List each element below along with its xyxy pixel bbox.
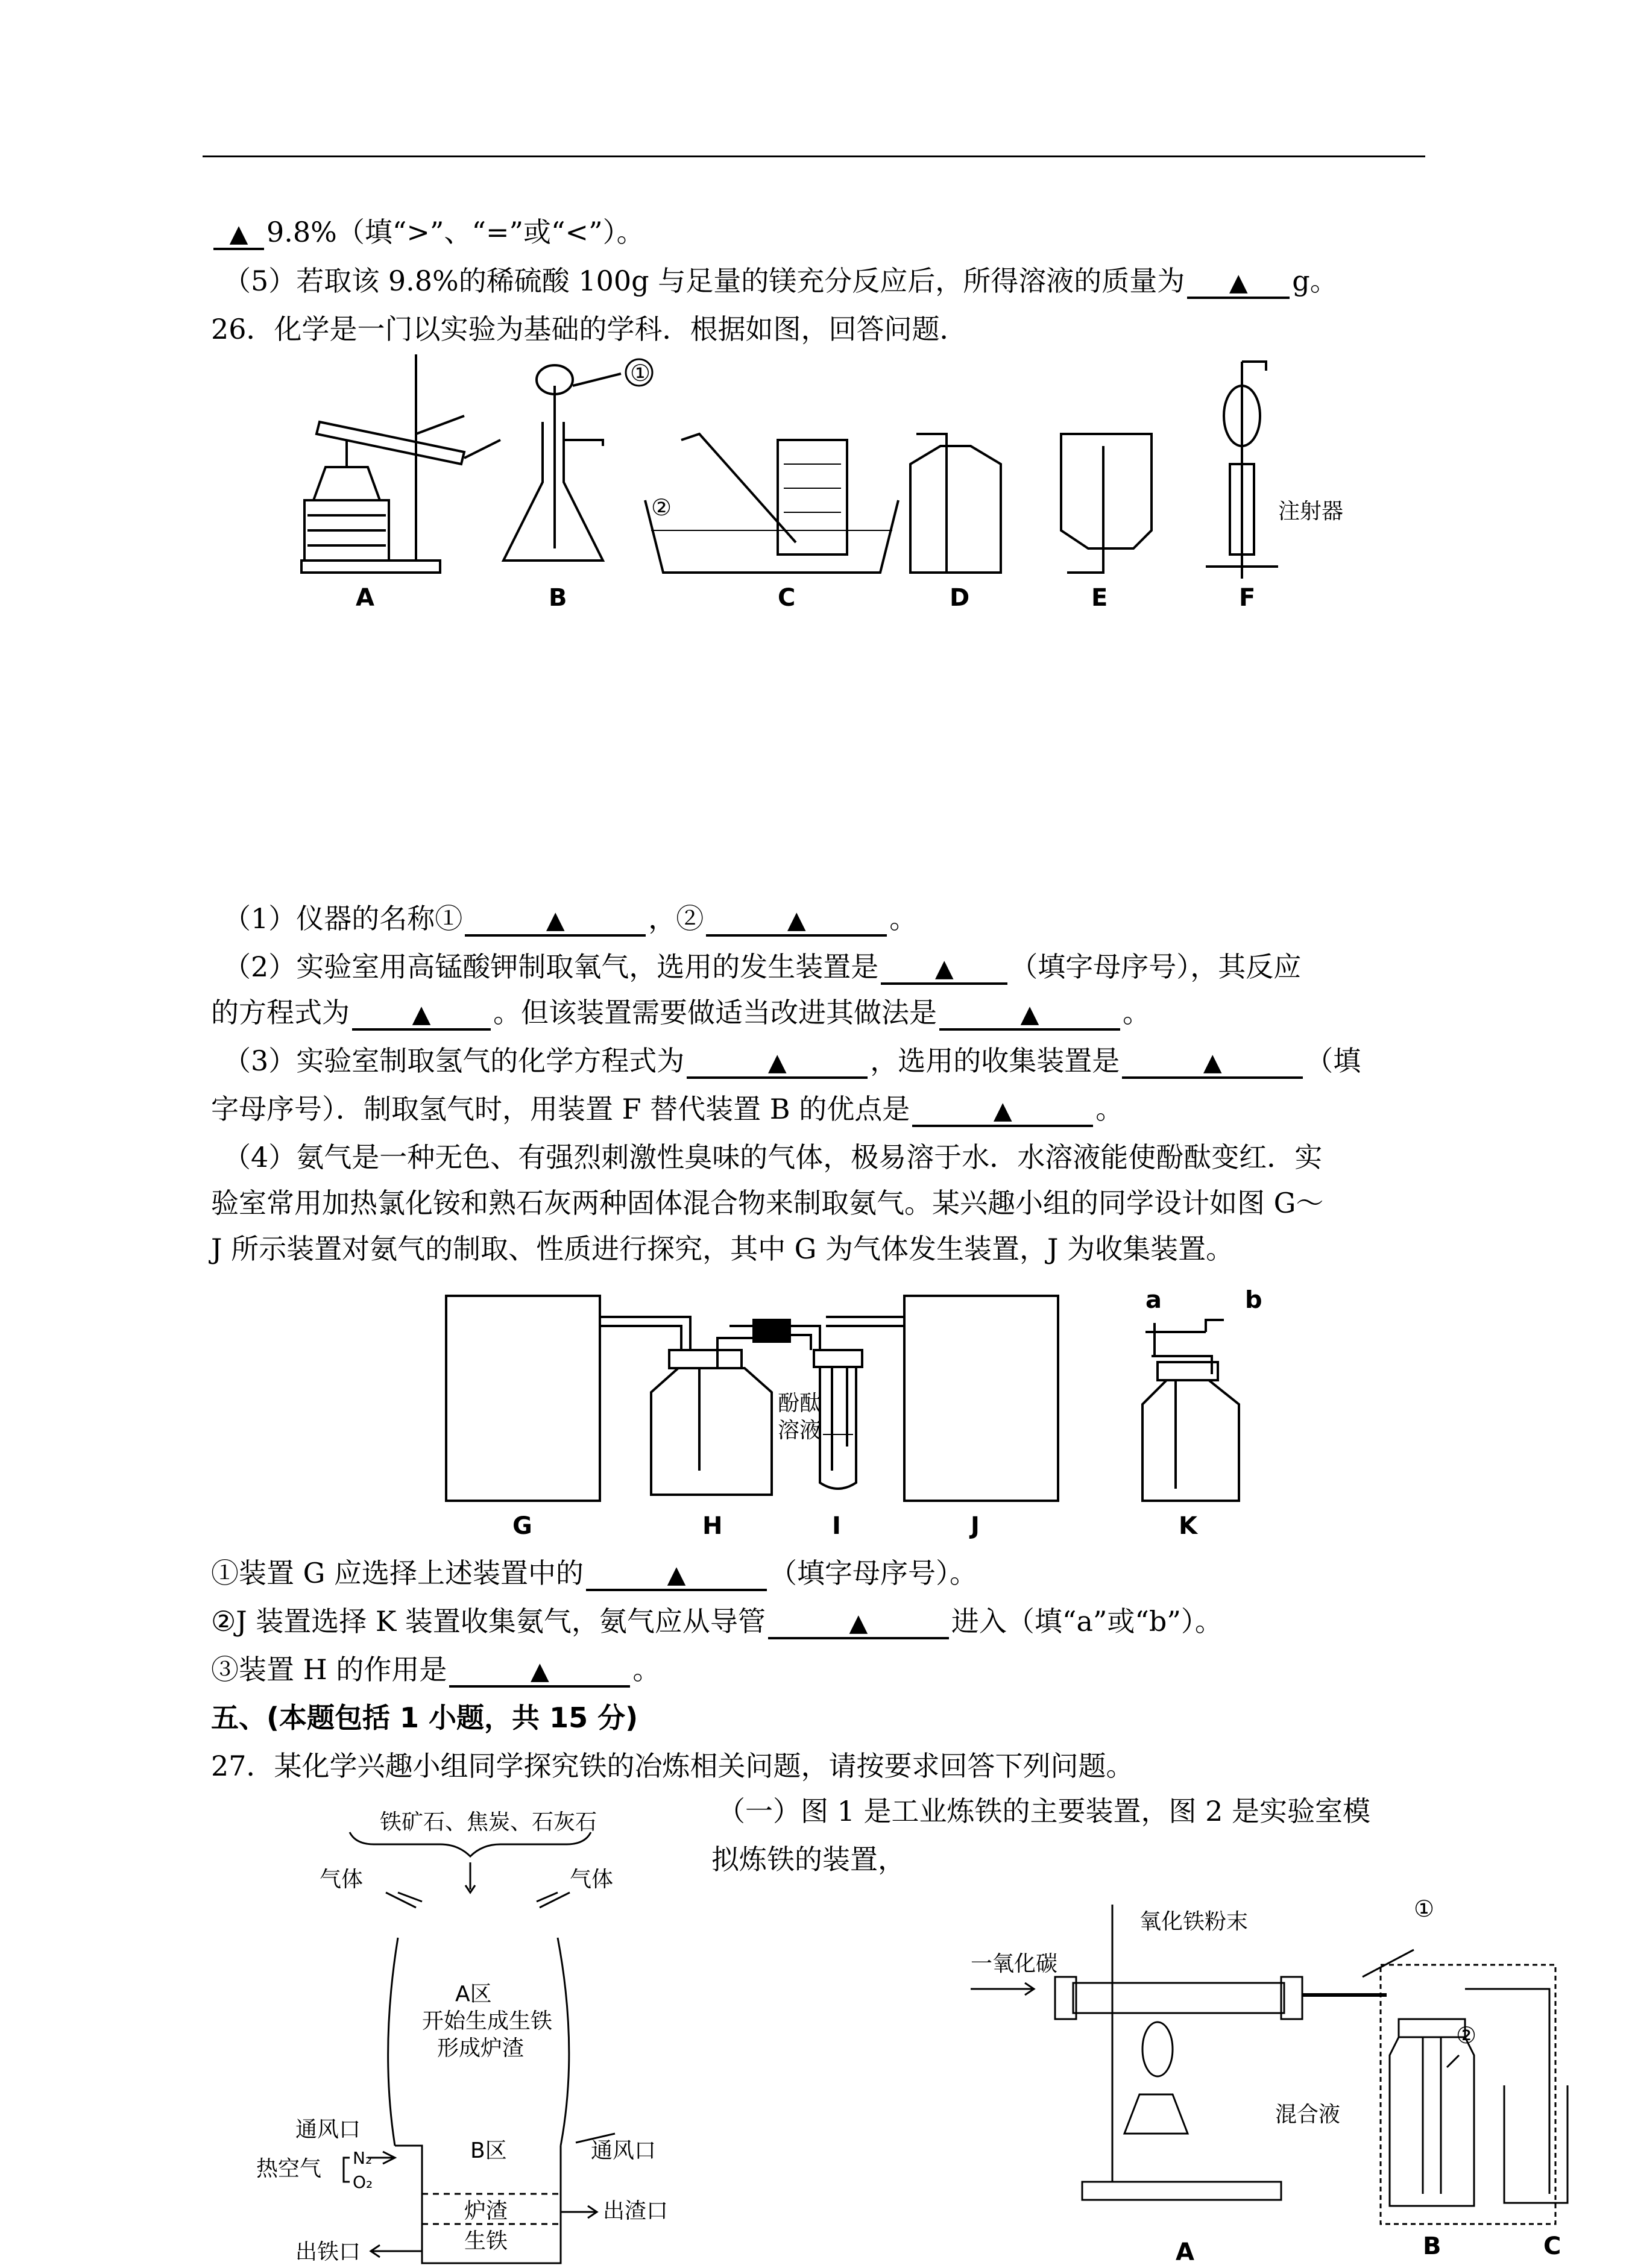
answer-blank[interactable]: ▲ bbox=[1187, 265, 1290, 299]
svg-text:B: B bbox=[549, 584, 567, 612]
svg-text:通风口: 通风口 bbox=[591, 2138, 657, 2163]
q26-sub2: ②J 装置选择 K 装置收集氨气，氨气应从导管 ▲ 进入（填“a”或“b”）。 bbox=[211, 1603, 1223, 1639]
furnace-wall-left bbox=[388, 1938, 398, 2146]
svg-text:N₂: N₂ bbox=[353, 2148, 373, 2168]
box-g bbox=[446, 1296, 600, 1501]
test-tube-i bbox=[820, 1367, 856, 1489]
figure-lab-iron bbox=[965, 1893, 1628, 2266]
svg-text:②: ② bbox=[651, 494, 672, 521]
bottle-e bbox=[1061, 434, 1152, 548]
svg-text:B区: B区 bbox=[470, 2138, 507, 2163]
svg-text:溶液: 溶液 bbox=[778, 1418, 822, 1443]
svg-text:D: D bbox=[950, 584, 970, 612]
answer-blank[interactable]: ▲ bbox=[213, 216, 264, 250]
svg-text:G: G bbox=[512, 1512, 532, 1540]
svg-text:F: F bbox=[1239, 584, 1256, 612]
svg-text:B: B bbox=[1423, 2232, 1442, 2260]
svg-text:出渣口: 出渣口 bbox=[603, 2199, 669, 2223]
answer-blank[interactable]: ▲ bbox=[706, 903, 887, 937]
svg-text:酚酞: 酚酞 bbox=[778, 1391, 822, 1416]
answer-blank[interactable]: ▲ bbox=[687, 1045, 868, 1079]
svg-text:铁矿石、焦炭、石灰石: 铁矿石、焦炭、石灰石 bbox=[380, 1810, 597, 1835]
alcohol-lamp bbox=[314, 467, 380, 500]
svg-text:通风口: 通风口 bbox=[295, 2117, 361, 2142]
svg-text:氧化铁粉末: 氧化铁粉末 bbox=[1139, 1909, 1249, 1934]
q26-part4-line2: 验室常用加热氯化铵和熟石灰两种固体混合物来制取氨气。某兴趣小组的同学设计如图 G～ bbox=[211, 1187, 1324, 1219]
gas-cylinder bbox=[778, 440, 847, 554]
q25-line-2: （5）若取该 9.8%的稀硫酸 100g 与足量的镁充分反应后，所得溶液的质量为 ▲ g。 bbox=[223, 263, 1338, 299]
figure-apparatus-a-f bbox=[265, 350, 1375, 615]
q26-part4-line1: （4）氨气是一种无色、有强烈刺激性臭味的气体，极易溶于水．水溶液能使酚酞变红．实 bbox=[223, 1141, 1323, 1173]
svg-text:I: I bbox=[832, 1512, 841, 1540]
q26-part3: （3）实验室制取氢气的化学方程式为 ▲ ，选用的收集装置是 ▲ （填 bbox=[223, 1043, 1361, 1079]
svg-text:A: A bbox=[1176, 2238, 1194, 2266]
svg-text:C: C bbox=[1543, 2232, 1561, 2260]
q26-part4-line3: J 所示装置对氨气的制取、性质进行探究，其中 G 为气体发生装置，J 为收集装置。 bbox=[211, 1233, 1234, 1265]
beaker-c bbox=[1504, 2085, 1568, 2203]
svg-text:炉渣: 炉渣 bbox=[464, 2199, 508, 2223]
svg-text:C: C bbox=[778, 584, 796, 612]
q25-line-1: ▲ 9.8%（填“>”、“=”或“<”）。 bbox=[211, 214, 644, 250]
answer-blank[interactable]: ▲ bbox=[1122, 1045, 1303, 1079]
figure-blast-furnace bbox=[241, 1808, 699, 2266]
bottle-h bbox=[651, 1368, 772, 1495]
svg-text:A: A bbox=[356, 584, 374, 612]
alcohol-lamp bbox=[1124, 2094, 1188, 2134]
q26-part2: （2）实验室用高锰酸钾制取氧气，选用的发生装置是 ▲ （填字母序号），其反应 bbox=[223, 949, 1301, 985]
svg-text:注射器: 注射器 bbox=[1278, 499, 1344, 524]
figure-apparatus-g-k bbox=[440, 1290, 1296, 1543]
svg-text:气体: 气体 bbox=[320, 1867, 364, 1892]
conical-flask bbox=[503, 422, 603, 561]
header-rule bbox=[203, 155, 1425, 157]
bottle-d bbox=[910, 446, 1001, 573]
figure1-labels bbox=[356, 360, 1343, 612]
answer-blank[interactable]: ▲ bbox=[586, 1557, 767, 1591]
answer-blank[interactable]: ▲ bbox=[449, 1654, 630, 1688]
svg-text:出铁口: 出铁口 bbox=[295, 2240, 361, 2264]
svg-text:气体: 气体 bbox=[570, 1867, 614, 1892]
stand-base bbox=[301, 561, 440, 573]
glass-tube bbox=[1073, 1983, 1284, 2013]
svg-text:K: K bbox=[1179, 1512, 1197, 1540]
dashed-box bbox=[1381, 1965, 1555, 2224]
svg-text:J: J bbox=[971, 1512, 980, 1540]
svg-text:热空气: 热空气 bbox=[256, 2156, 322, 2181]
figure2-labels bbox=[512, 1290, 1262, 1540]
answer-blank[interactable]: ▲ bbox=[768, 1606, 949, 1639]
answer-blank[interactable]: ▲ bbox=[465, 903, 646, 937]
svg-text:a: a bbox=[1145, 1290, 1162, 1314]
svg-text:生铁: 生铁 bbox=[464, 2229, 508, 2254]
q26-sub3: ③装置 H 的作用是 ▲ 。 bbox=[211, 1651, 660, 1688]
answer-blank[interactable]: ▲ bbox=[352, 997, 491, 1031]
furnace-wall-right bbox=[558, 1938, 569, 2146]
svg-text:b: b bbox=[1245, 1290, 1262, 1314]
svg-text:一氧化碳: 一氧化碳 bbox=[971, 1952, 1058, 1976]
q26-part3b: 字母序号）．制取氢气时，用装置 F 替代装置 B 的优点是 ▲ 。 bbox=[211, 1091, 1123, 1127]
test-tube bbox=[317, 422, 464, 464]
answer-blank[interactable]: ▲ bbox=[939, 997, 1120, 1031]
svg-text:②: ② bbox=[1456, 2022, 1477, 2049]
svg-text:O₂: O₂ bbox=[353, 2172, 373, 2192]
q26-part2b: 的方程式为 ▲ 。但该装置需要做适当改进其做法是 ▲ 。 bbox=[211, 994, 1150, 1031]
stand-base bbox=[1082, 2182, 1281, 2200]
q27-part1-line2: 拟炼铁的装置， bbox=[711, 1843, 906, 1876]
section-heading: 五、(本题包括 1 小题，共 15 分) bbox=[211, 1701, 638, 1734]
connector bbox=[754, 1320, 790, 1342]
svg-text:E: E bbox=[1091, 584, 1108, 612]
q26-part1: （1）仪器的名称① ▲ ，② ▲ 。 bbox=[223, 900, 917, 937]
svg-text:混合液: 混合液 bbox=[1275, 2102, 1341, 2127]
q26-stem: 26．化学是一门以实验为基础的学科．根据如图，回答问题． bbox=[211, 313, 968, 345]
svg-text:开始生成生铁: 开始生成生铁 bbox=[422, 2009, 553, 2034]
answer-blank[interactable]: ▲ bbox=[881, 951, 1007, 985]
furnace-labels bbox=[256, 1810, 668, 2264]
q26-sub1: ①装置 G 应选择上述装置中的 ▲ （填字母序号）。 bbox=[211, 1555, 977, 1591]
svg-text:①: ① bbox=[630, 360, 651, 386]
svg-text:H: H bbox=[702, 1512, 723, 1540]
top-brace bbox=[350, 1832, 591, 1856]
box-j bbox=[904, 1296, 1058, 1501]
q27-part1-line1: （一）图 1 是工业炼铁的主要装置，图 2 是实验室模 bbox=[717, 1795, 1371, 1827]
answer-blank[interactable]: ▲ bbox=[912, 1093, 1093, 1127]
svg-text:形成炉渣: 形成炉渣 bbox=[437, 2036, 525, 2061]
q27-stem: 27．某化学兴趣小组同学探究铁的冶炼相关问题，请按要求回答下列问题。 bbox=[211, 1750, 1134, 1782]
lab-labels bbox=[971, 1896, 1561, 2266]
bottle-b bbox=[1390, 2037, 1474, 2206]
svg-text:①: ① bbox=[1414, 1896, 1435, 1922]
bottle-k bbox=[1142, 1380, 1239, 1501]
water-trough bbox=[645, 500, 898, 573]
svg-text:A区: A区 bbox=[455, 1982, 492, 2006]
